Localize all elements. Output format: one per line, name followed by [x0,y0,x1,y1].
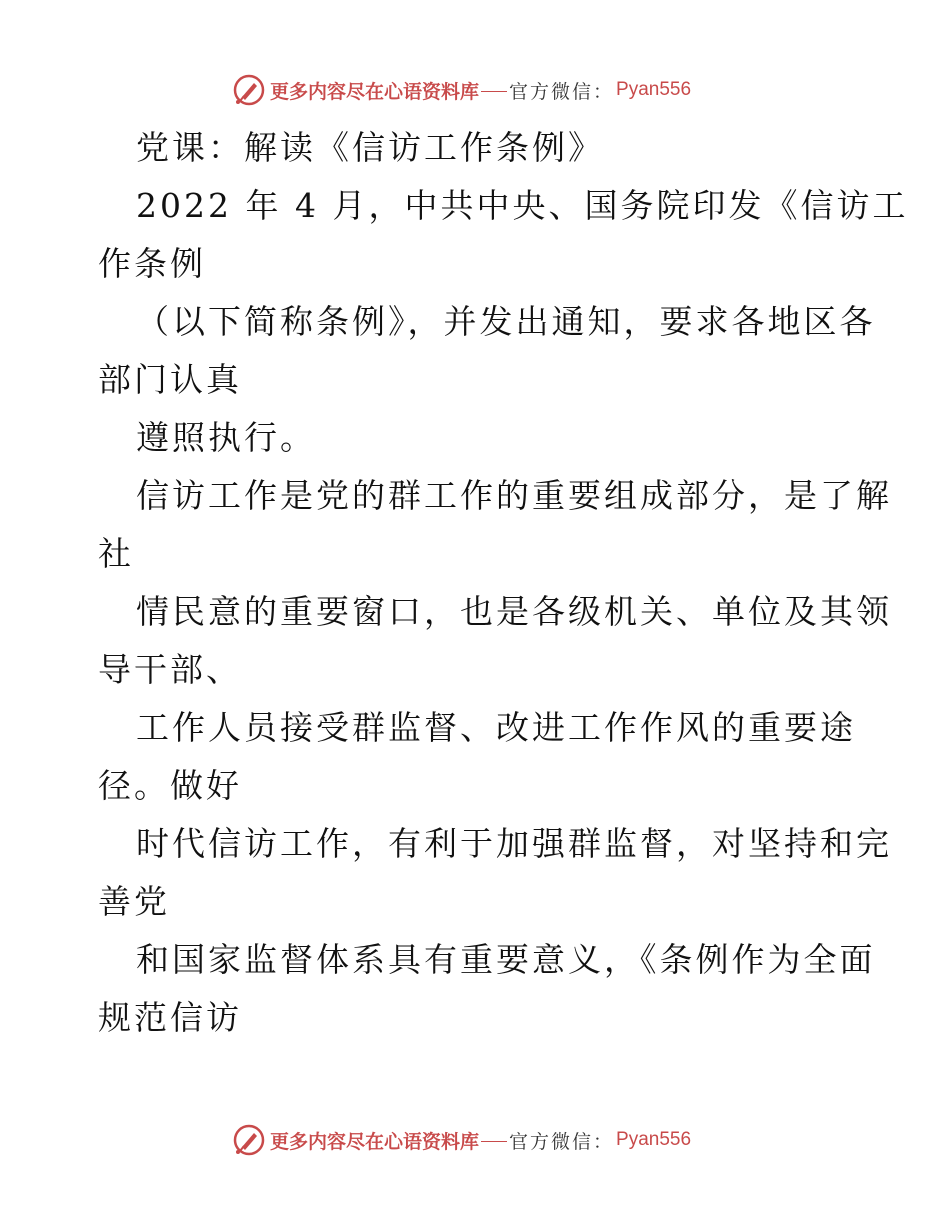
paragraph-line: 作条例 [98,244,206,283]
pen-logo-icon [232,73,266,107]
paragraph-line: 工作人员接受群监督、改进工作作风的重要途 [136,708,856,747]
footer-watermark [232,1123,691,1157]
paragraph-line: 径。做好 [98,766,242,805]
paragraph-line: 社 [98,534,134,573]
paragraph-line: 遵照执行。 [136,418,316,457]
watermark-text: 更多内容尽在心语资料库 [270,80,480,103]
paragraph-line: 规范信访 [98,998,242,1037]
paragraph-line: 信访工作是党的群工作的重要组成部分，是了解 [136,476,892,515]
paragraph-line: 善党 [98,882,170,921]
paragraph-line: 导干部、 [98,650,242,689]
watermark-dash [481,1141,507,1142]
document-title: 党课：解读《信访工作条例》 [136,128,604,167]
pen-logo-icon [232,1123,266,1157]
paragraph-line: 时代信访工作，有利于加强群监督，对坚持和完 [136,824,892,863]
paragraph-line: 情民意的重要窗口，也是各级机关、单位及其领 [136,592,892,631]
watermark-dash [481,91,507,92]
watermark-label: 官方微信： [509,80,615,103]
watermark-id: Pyan556 [616,1129,692,1150]
watermark-label: 官方微信： [509,1130,615,1153]
paragraph-line: 部门认真 [98,360,242,399]
paragraph-line: 和国家监督体系具有重要意义，《条例作为全面 [136,940,876,979]
watermark-text: 更多内容尽在心语资料库 [270,1130,480,1153]
paragraph-line: 2022 年 4 月，中共中央、国务院印发《信访工 [136,186,909,225]
header-watermark [232,73,691,107]
watermark-id: Pyan556 [616,79,692,100]
paragraph-line: （以下简称条例》，并发出通知，要求各地区各 [136,302,876,341]
